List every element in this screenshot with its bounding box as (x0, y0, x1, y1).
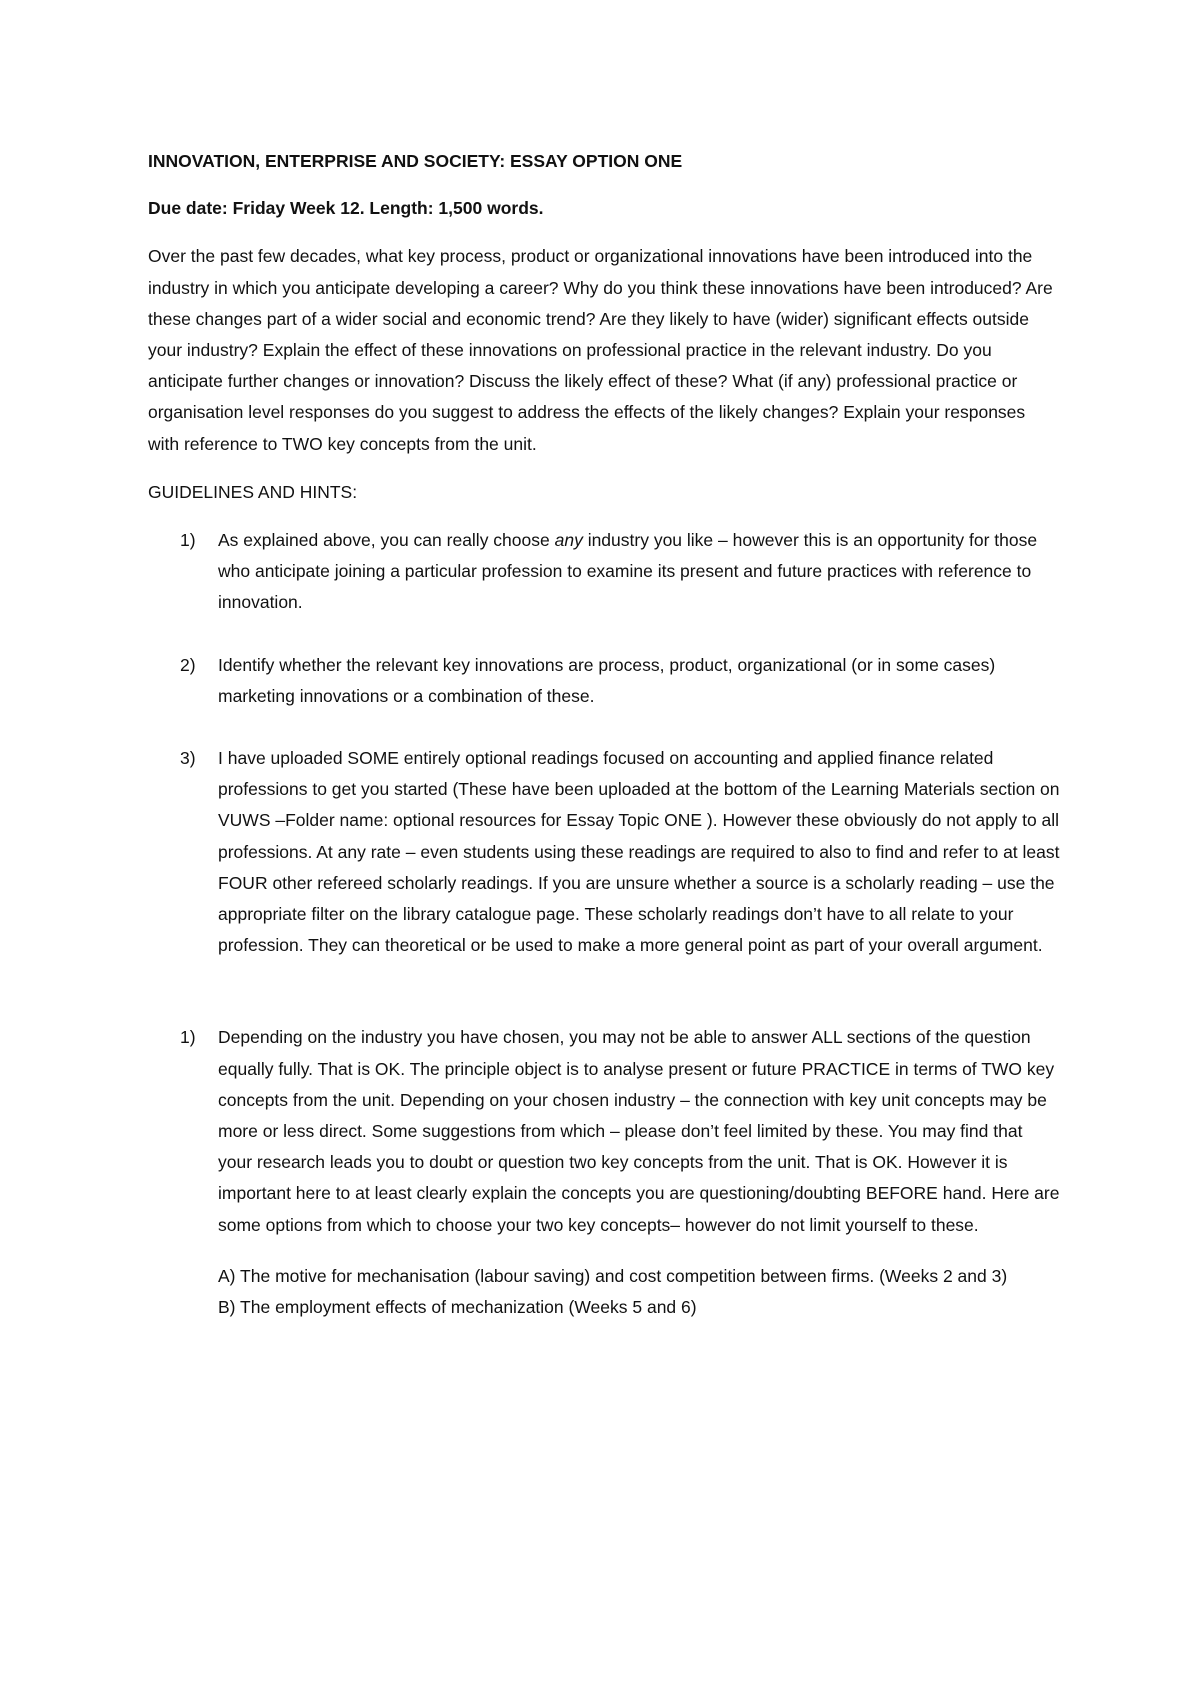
guideline-text: Identify whether the relevant key innovations are process, product, organizational (or in some cases) marketing innovations or a combination of these. (218, 654, 996, 706)
document-title: INNOVATION, ENTERPRISE AND SOCIETY: ESSAY OPTION ONE (148, 151, 683, 171)
guidelines-heading: GUIDELINES AND HINTS: (148, 481, 358, 502)
guideline-text: Depending on the industry you have chosen, you may not be able to answer ALL sections of the question equally fully. That is OK. The principle object is to analyse present or future PRACTICE in terms of TWO key concepts from the unit. Depending on your chosen industry – the connection with key unit concepts may be more or less direct. Some suggestions from which – please don’t feel limited by these. You may find that your research leads you to doubt or question two key concepts from the unit. That is OK. However it is important here to at least clearly explain the concepts you are questioning/doubting BEFORE hand. Here are some options from which to choose your two key concepts– however do not limit yourself to these. (218, 1027, 1060, 1235)
guideline-number: 1) (180, 530, 196, 551)
document-page (148, 146, 1060, 1323)
concept-option-a: A) The motive for mechanisation (labour saving) and cost competition between firms. (Weeks 2 and 3) (218, 1265, 1008, 1286)
guideline-item-3 (148, 743, 1060, 961)
guideline-number: 3) (180, 748, 196, 769)
essay-question: Over the past few decades, what key process, product or organizational innovations have been introduced into the industry in which you anticipate developing a career? Why do you think these innovations have been introduced? Are these changes part of a wider social and economic trend? Are they likely to have (wider) significant effects outside your industry? Explain the effect of these innovations on professional practice in the relevant industry. Do you anticipate further changes or innovation? Discuss the likely effect of these? What (if any) professional practice or organisation level responses do you suggest to address the effects of the likely changes? Explain your responses with reference to TWO key concepts from the unit. (148, 246, 1053, 454)
guideline-text: As explained above, you can really choose (218, 530, 555, 551)
guideline-text-continued: industry you like – however this is an opportunity for those who anticipate joining a particular profession to examine its present and future practices with reference to innovation. (218, 530, 1038, 613)
guideline-item-4 (148, 1022, 1060, 1240)
due-date-line: Due date: Friday Week 12. Length: 1,500 words. (148, 198, 544, 219)
guideline-item-1 (148, 525, 1060, 619)
guideline-number: 1) (180, 1027, 196, 1048)
section-spacer (148, 992, 1060, 1022)
guideline-emphasis: any (554, 530, 583, 551)
guideline-text: I have uploaded SOME entirely optional readings focused on accounting and applied finance related professions to get you started (These have been uploaded at the bottom of the Learning Materials section on VUWS –Folder name: optional resources for Essay Topic ONE ). However these obviously do not apply to all professions. At any rate – even students using these readings are required to also to find and refer to at least FOUR other refereed scholarly readings. If you are unsure whether a source is a scholarly reading – use the appropriate filter on the library catalogue page. These scholarly readings don’t have to all relate to your profession. They can theoretical or be used to make a more general point as part of your overall argument. (218, 748, 1060, 956)
concept-options (148, 1261, 1060, 1323)
guideline-number: 2) (180, 654, 196, 675)
concept-option-b: B) The employment effects of mechanization (Weeks 5 and 6) (218, 1297, 697, 1318)
guideline-item-2 (148, 650, 1060, 712)
